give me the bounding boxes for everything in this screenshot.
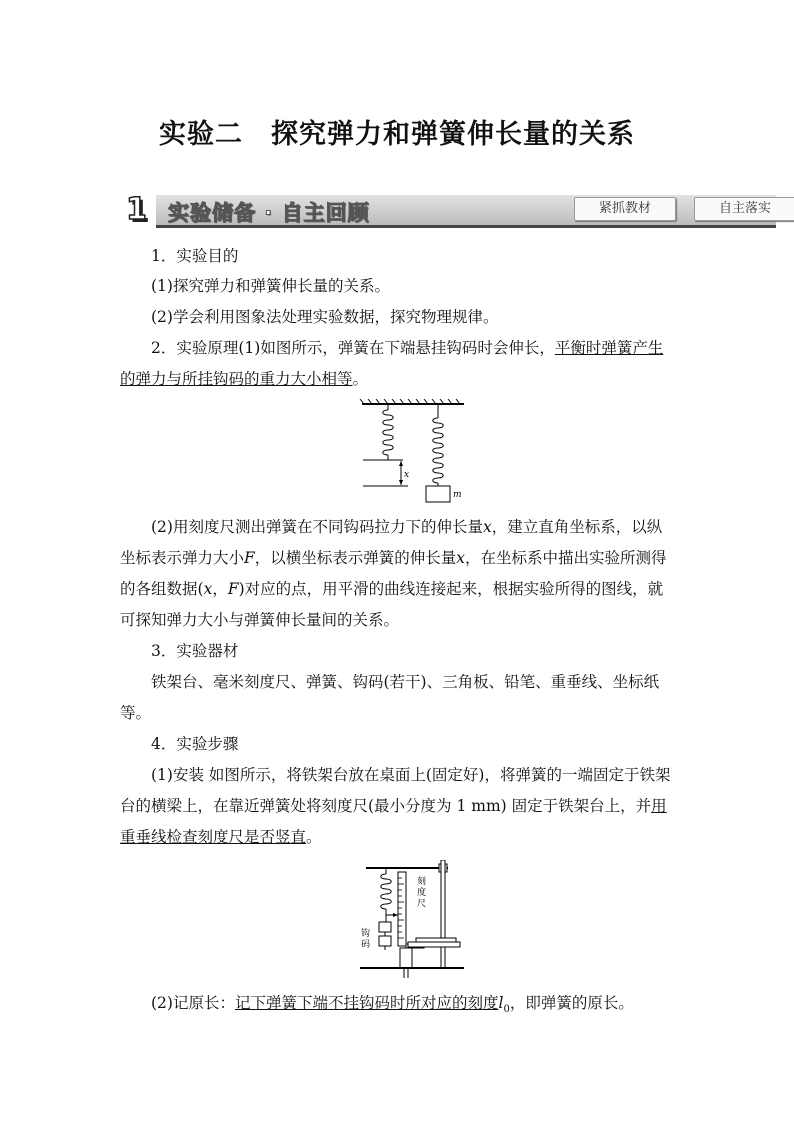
iron-stand-figure (358, 860, 468, 980)
s2-paragraph2: (2)用刻度尺测出弹簧在不同钩码拉力下的伸长量x，建立直角坐标系，以纵坐标表示弹力大小F，以横坐标表示弹簧的伸长量x，在坐标系中描出实验所测得的各组数据(x，F)对应的点，用平滑的曲线连接起来，根据实验所得的图线，就可探知弹力大小与弹簧伸长量间的关系。 (120, 518, 667, 629)
fig-x-label: x (404, 470, 410, 480)
fig-m-label: m (453, 490, 462, 500)
s1-line2: (2)学会利用图象法处理实验数据，探究物理规律。 (151, 308, 499, 326)
spring-figure (358, 398, 468, 504)
fig-ruler-label: 刻度尺 (417, 877, 427, 909)
s2-principle: 2．实验原理(1)如图所示，弹簧在下端悬挂钩码时会伸长，平衡时弹簧产生的弹力与所挂钩码的重力大小相等。 (120, 339, 664, 388)
banner-heading: 实验储备 · 自主回顾 (168, 201, 370, 225)
s4-step1: (1)安装 如图所示，将铁架台放在桌面上(固定好)，将弹簧的一端固定于铁架台的横梁上，在靠近弹簧处将刻度尺(最小分度为 1 mm) 固定于铁架台上，并用重垂线检查刻度尺是否竖直。 (120, 766, 671, 846)
tag-self-study[interactable]: 自主落实 (694, 197, 794, 221)
section-banner (120, 193, 778, 231)
s1-heading: 1．实验目的 (151, 247, 239, 265)
s4-heading: 4．实验步骤 (151, 735, 239, 753)
s3-heading: 3．实验器材 (151, 642, 239, 660)
s4-step2: (2)记原长：记下弹簧下端不挂钩码时所对应的刻度$l_0$，即弹簧的原长。 (151, 994, 634, 1016)
section-number: 1 (126, 192, 147, 227)
banner-bar (156, 195, 776, 228)
fig-weight-label: 钩码 (361, 929, 371, 950)
s3-body: 铁架台、毫米刻度尺、弹簧、钩码(若干)、三角板、铅笔、重垂线、坐标纸等。 (120, 673, 660, 722)
page-title: 实验二 探究弹力和弹簧伸长量的关系 (159, 119, 635, 150)
s1-line1: (1)探究弹力和弹簧伸长量的关系。 (151, 277, 390, 295)
tag-textbook[interactable]: 紧抓教材 (574, 197, 676, 221)
